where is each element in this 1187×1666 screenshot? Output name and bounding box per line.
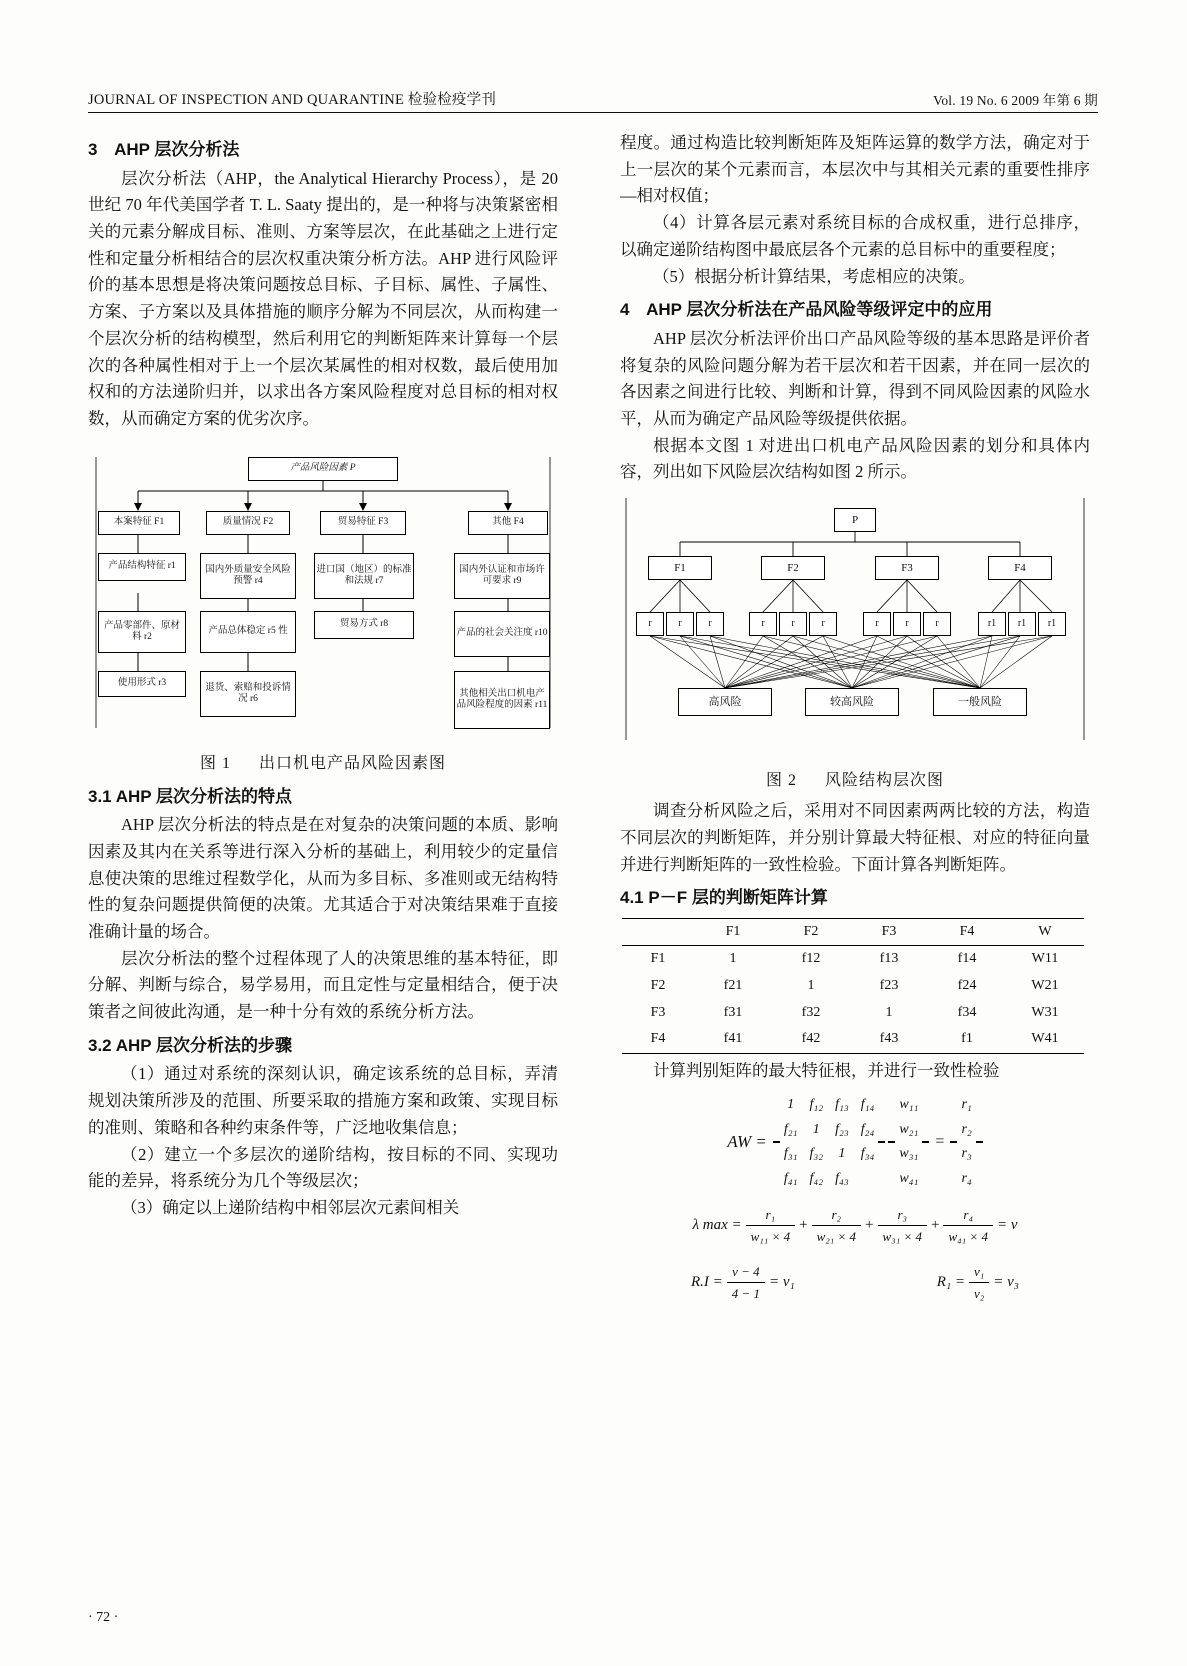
header-divider	[88, 112, 1098, 113]
matrix-a-cell-33	[861, 1168, 875, 1191]
figure-2-level1-1: F2	[761, 556, 825, 580]
ri-num: v − 4	[732, 1263, 760, 1279]
cell-r2c1: f31	[723, 1004, 743, 1020]
figure-1-col2-1: 产品总体稳定 r5 性	[200, 611, 296, 653]
vector-r-2: r₃	[961, 1146, 972, 1162]
matrix-a-cell-11: 1	[812, 1121, 820, 1137]
paragraph-4-3: 调查分析风险之后，采用对不同因素两两比较的方法，构造不同层次的判断矩阵，并分别计算最大特征根、对应的特征向量并进行判断矩阵的一致性检验。下面计算各判断矩阵。	[620, 801, 1090, 874]
lambda-term-1	[812, 1204, 861, 1247]
matrix-a-cell-03: f₁₄	[860, 1096, 875, 1112]
journal-title: JOURNAL OF INSPECTION AND QUARANTINE 检验检疫学刊	[88, 92, 497, 108]
section-3-1-heading	[88, 783, 558, 811]
figure-2-level1-2: F3	[875, 556, 939, 580]
matrix-a-cell-00: 1	[787, 1096, 795, 1112]
r1-label: R₁ =	[936, 1274, 965, 1290]
vector-r-0: r₁	[961, 1096, 972, 1112]
figure-2-outcome-2: 一般风险	[933, 688, 1027, 716]
figure-1-level1-3: 其他 F4	[468, 511, 548, 535]
lambda-term-3-num: r₄	[963, 1206, 973, 1222]
table-header-3: F3	[850, 918, 928, 946]
lambda-term-2	[878, 1204, 927, 1247]
figure-1-col4-2: 其他相关出口机电产品风险程度的因素 r11	[454, 671, 550, 729]
figure-1-col4-1: 产品的社会关注度 r10	[454, 611, 550, 657]
r1-equation	[937, 1261, 1019, 1304]
section-4-heading	[620, 296, 1090, 324]
figure-2-leaf-1: r	[666, 612, 694, 636]
section-3-2-number: 3.2	[88, 1035, 112, 1055]
section-4-1-number: 4.1	[620, 888, 644, 908]
matrix-a-cell-01: f₁₂	[809, 1096, 824, 1112]
figure-2-leaf-10: r1	[1008, 612, 1036, 636]
figure-1-level1-1: 质量情况 F2	[206, 511, 290, 535]
figure-2-outcome-1: 较高风险	[805, 688, 899, 716]
cell-r3c3: f43	[850, 1026, 928, 1053]
vector-w	[895, 1091, 922, 1194]
figure-1-level1-2: 贸易特征 F3	[320, 511, 406, 535]
cell-r0c1: 1	[729, 951, 737, 967]
section-3-title: AHP 层次分析法	[114, 140, 240, 159]
figure-2-leaf-8: r	[923, 612, 951, 636]
figure-1-caption-text: 出口机电产品风险因素图	[259, 754, 447, 772]
section-3-2-title: AHP 层次分析法的步骤	[115, 1035, 293, 1055]
cell-r0c0: F1	[650, 951, 666, 967]
lambda-term-2-num: r₃	[897, 1206, 908, 1222]
paragraph-3-1-1: AHP 层次分析法的特点是在对复杂的决策问题的本质、影响因素及其内在关系等进行深入分析的基础上，利用较少的定量信息使决策的思维过程数学化，从而为多目标、多准则或无结构特性的复杂问题提供简便的决策。尤其适合于对决策结果难于直接准确计量的场合。	[88, 815, 558, 942]
ri-den: 4 − 1	[727, 1282, 765, 1304]
matrix-a-cell-32: f₄₃	[835, 1170, 849, 1186]
matrix-a-cell-12: f₂₃	[835, 1121, 849, 1137]
matrix-a	[780, 1091, 879, 1194]
ri-fraction	[727, 1261, 765, 1304]
table-row	[622, 1000, 1084, 1027]
figure-1-col1-2: 使用形式 r3	[98, 671, 186, 697]
cell-r1c5: W21	[1031, 978, 1059, 994]
figure-2-root: P	[834, 508, 876, 532]
lambda-term-0-den: w₁₁ × 4	[746, 1225, 795, 1247]
left-column	[88, 130, 558, 1222]
vector-r	[957, 1091, 975, 1194]
vector-r-3: r₄	[961, 1170, 972, 1186]
table-header-0	[622, 918, 694, 946]
cell-r1c4: f24	[957, 978, 977, 994]
cell-r2c4: f34	[957, 1004, 977, 1020]
figure-2-leaf-11: r1	[1038, 612, 1066, 636]
matrix-a-cell-23: f₃₄	[860, 1146, 875, 1162]
table-header-5: W	[1006, 918, 1084, 946]
figure-2-caption	[620, 768, 1090, 794]
table-header-2: F2	[772, 918, 850, 946]
vector-w-1: w₂₁	[899, 1121, 919, 1137]
matrix-a-cell-20: f₃₁	[783, 1146, 798, 1162]
section-3-1-title: AHP 层次分析法的特点	[115, 786, 293, 806]
figure-2-leaf-7: r	[893, 612, 921, 636]
r1-num: v₁	[973, 1263, 985, 1279]
cell-r3c0: F4	[622, 1026, 694, 1053]
vector-w-3: w₄₁	[899, 1170, 919, 1186]
matrix-a-cell-30: f₄₁	[783, 1170, 798, 1186]
paragraph-3-1-2: 层次分析法的整个过程体现了人的决策思维的基本特征，即分解、判断与综合，易学易用，而且定性与定量相结合，便于决策者之间彼此沟通，是一种十分有效的系统分析方法。	[88, 948, 558, 1022]
lambda-term-0	[746, 1204, 795, 1247]
vector-r-1: r₂	[961, 1121, 972, 1137]
figure-1-root: 产品风险因素 P	[248, 457, 398, 481]
matrix-a-cell-22: 1	[838, 1146, 846, 1162]
consistency-equations	[620, 1261, 1090, 1304]
figure-1-caption	[88, 751, 558, 777]
judgment-matrix-table	[622, 918, 1084, 1054]
r1-fraction	[969, 1261, 989, 1304]
figure-1	[88, 443, 558, 743]
section-3-number: 3	[88, 140, 98, 159]
figure-1-level1-0: 本案特征 F1	[98, 511, 180, 535]
matrix-a-cell-13: f₂₄	[860, 1121, 875, 1137]
lambda-term-2-den: w₃₁ × 4	[878, 1225, 927, 1247]
matrix-a-cell-02: f₁₃	[835, 1096, 849, 1112]
matrix-a-cell-21: f₃₂	[809, 1146, 824, 1162]
figure-2-leaf-2: r	[696, 612, 724, 636]
figure-2-leaf-6: r	[863, 612, 891, 636]
lambda-label: λ max =	[692, 1216, 742, 1233]
section-4-1-heading	[620, 884, 1090, 912]
cell-r3c2: f42	[772, 1026, 850, 1053]
figure-2	[620, 490, 1090, 760]
matrix-a-cell-10: f₂₁	[783, 1121, 798, 1137]
figure-1-col2-0: 国内外质量安全风险预警 r4	[200, 553, 296, 599]
figure-2-level1-0: F1	[648, 556, 712, 580]
paragraph-after-table: 计算判别矩阵的最大特征根，并进行一致性检验	[653, 1061, 1000, 1081]
issue-info: Vol. 19 No. 6 2009 年第 6 期	[933, 93, 1098, 108]
figure-2-outcome-0: 高风险	[678, 688, 772, 716]
table-header-row	[622, 918, 1084, 946]
cell-r3c4: f1	[928, 1026, 1006, 1053]
paragraph-step-5: （5）根据分析计算结果，考虑相应的决策。	[653, 266, 975, 286]
figure-2-level1-3: F4	[988, 556, 1052, 580]
ri-equation	[691, 1261, 795, 1304]
vector-w-2: w₃₁	[899, 1146, 919, 1162]
figure-1-col2-2: 退货、索赔和投诉情况 r6	[200, 671, 296, 717]
page-number: · 72 ·	[88, 1610, 119, 1625]
page-header	[88, 88, 1098, 109]
lambda-equation: λ max = $\frac{\text{r₁}}{\text{w₁₁ × 4}}$ + $\frac{\text{r₂}}{\text{w₂₁ × 4}}$ + $\frac{\text{r₃}}{\text{w₃₁ × 4}}$ + $\frac{\text{r₄}}{\text{w₄₁ × 4}}$ = v	[620, 1204, 1090, 1247]
cell-r0c2: f12	[801, 951, 821, 967]
figure-1-col4-0: 国内外认证和市场许可要求 r9	[454, 553, 550, 599]
math-block	[620, 1091, 1090, 1304]
paragraph-step-1: （1）通过对系统的深刻认识，确定该系统的总目标，弄清规划决策所涉及的范围、所要采取的措施方案和政策、实现目标的准则、策略和各种约束条件等，广泛地收集信息；	[88, 1064, 558, 1137]
r1-result: = v₃	[993, 1274, 1020, 1290]
figure-1-col3-0: 进口国（地区）的标准和法规 r7	[314, 553, 414, 599]
paragraph-4-2: 根据本文图 1 对进出口机电产品风险因素的划分和具体内容，列出如下风险层次结构如图 2 所示。	[620, 435, 1090, 482]
lambda-result: = v	[996, 1216, 1018, 1233]
cell-r1c2: 1	[807, 978, 815, 994]
paragraph-step-4: （4）计算各层元素对系统目标的合成权重，进行总排序，以确定递阶结构图中最底层各个元素的总目标中的重要程度；	[620, 213, 1090, 259]
figure-1-col3-1: 贸易方式 r8	[314, 611, 414, 639]
table-row	[622, 946, 1084, 973]
lambda-term-1-num: r₂	[831, 1206, 842, 1222]
matrix-a-cell-31: f₄₂	[809, 1170, 824, 1186]
section-4-number: 4	[620, 300, 630, 320]
r1-den: v₂	[969, 1282, 989, 1304]
table-row	[622, 973, 1084, 1000]
cell-r0c5: W11	[1031, 951, 1059, 967]
table-header-4: F4	[928, 918, 1006, 946]
ri-result: = v₁	[769, 1274, 795, 1290]
right-column	[620, 130, 1090, 1304]
figure-2-caption-number: 图 2	[765, 772, 797, 790]
vector-w-0: w₁₁	[899, 1096, 919, 1112]
section-4-title: AHP 层次分析法在产品风险等级评定中的应用	[646, 300, 993, 320]
figure-2-leaf-4: r	[779, 612, 807, 636]
cell-r0c4: f14	[957, 951, 977, 967]
paragraph-4-1: AHP 层次分析法评价出口产品风险等级的基本思路是评价者将复杂的风险问题分解为若干层次和若干因素，并在同一层次的各因素之间进行比较、判断和计算，得到不同风险因素的风险水平，从而为确定产品风险等级提供依据。	[620, 328, 1090, 428]
cell-r2c0: F3	[650, 1004, 666, 1020]
section-3-2-heading	[88, 1032, 558, 1060]
section-4-1-title: P－F 层的判断矩阵计算	[648, 888, 828, 908]
figure-2-leaf-3: r	[749, 612, 777, 636]
figure-1-col1-0: 产品结构特征 r1	[98, 553, 186, 581]
section-3-1-number: 3.1	[88, 786, 112, 806]
lambda-term-1-den: w₂₁ × 4	[812, 1225, 861, 1247]
cell-r1c3: f23	[879, 978, 899, 994]
lambda-term-3-den: w₄₁ × 4	[943, 1225, 992, 1247]
figure-2-leaf-9: r1	[978, 612, 1006, 636]
cell-r2c2: f32	[801, 1004, 821, 1020]
cell-r1c1: f21	[723, 978, 743, 994]
lambda-term-3	[943, 1204, 992, 1247]
paragraph-step-2: （2）建立一个多层次的递阶结构，按目标的不同、实现功能的差异，将系统分为几个等级层次；	[88, 1144, 558, 1191]
table-header-1: F1	[694, 918, 772, 946]
section-3-heading	[88, 136, 558, 164]
figure-2-leaf-5: r	[809, 612, 837, 636]
figure-1-col1-1: 产品零部件、原材料 r2	[98, 611, 186, 653]
paragraph-continued: 程度。通过构造比较判断矩阵及矩阵运算的数学方法，确定对于上一层次的某个元素而言，本层次中与其相关元素的重要性排序—相对权值；	[620, 133, 1090, 206]
lambda-term-0-num: r₁	[765, 1206, 776, 1222]
figure-2-leaf-0: r	[636, 612, 664, 636]
cell-r2c3: 1	[885, 1004, 893, 1020]
cell-r0c3: f13	[879, 951, 899, 967]
table-row	[622, 1026, 1084, 1053]
ri-label: R.I =	[690, 1274, 723, 1290]
paragraph-step-3: （3）确定以上递阶结构中相邻层次元素间相关	[121, 1198, 460, 1218]
cell-r2c5: W31	[1031, 1004, 1059, 1020]
cell-r1c0: F2	[650, 978, 666, 994]
cell-r3c5: W41	[1006, 1026, 1084, 1053]
cell-r3c1: f41	[694, 1026, 772, 1053]
aw-equation: AW = 1 f₁₂ f₁₃ f₁₄ f₂₁ 1 f₂₃ f₂₄ f₃₁ f₃₂ 1 f₃₄ f₄₁ f₄₂ f₄₃ w₁₁ w₂₁ w₃₁ w₄₁ = r₁ r₂ r₃ r₄	[620, 1091, 1090, 1194]
figure-2-caption-text: 风险结构层次图	[825, 772, 945, 790]
aw-label: AW =	[727, 1132, 767, 1152]
paragraph-3-1: 层次分析法（AHP，the Analytical Hierarchy Process），是 20 世纪 70 年代美国学者 T. L. Saaty 提出的，是一种将与决策紧密相关的元素分解成目标、准则、方案等层次，在此基础之上进行定性和定量分析相结合的层次权重决策分析方法。AHP 进行风险评价的基本思想是将决策问题按总目标、子目标、属性、子属性、方案、子方案以及具体措施的顺序分解为不同层次，从而构建一个层次分析的结构模型，然后利用它的判断矩阵来计算每一个层次的各种属性相对于上一个层次某属性的相对权数，最后使用加权和的方法递阶归并，以求出各方案风险程度对总目标的相对权数，从而确定方案的优劣次序。	[88, 168, 558, 428]
figure-1-caption-number: 图 1	[199, 754, 231, 772]
